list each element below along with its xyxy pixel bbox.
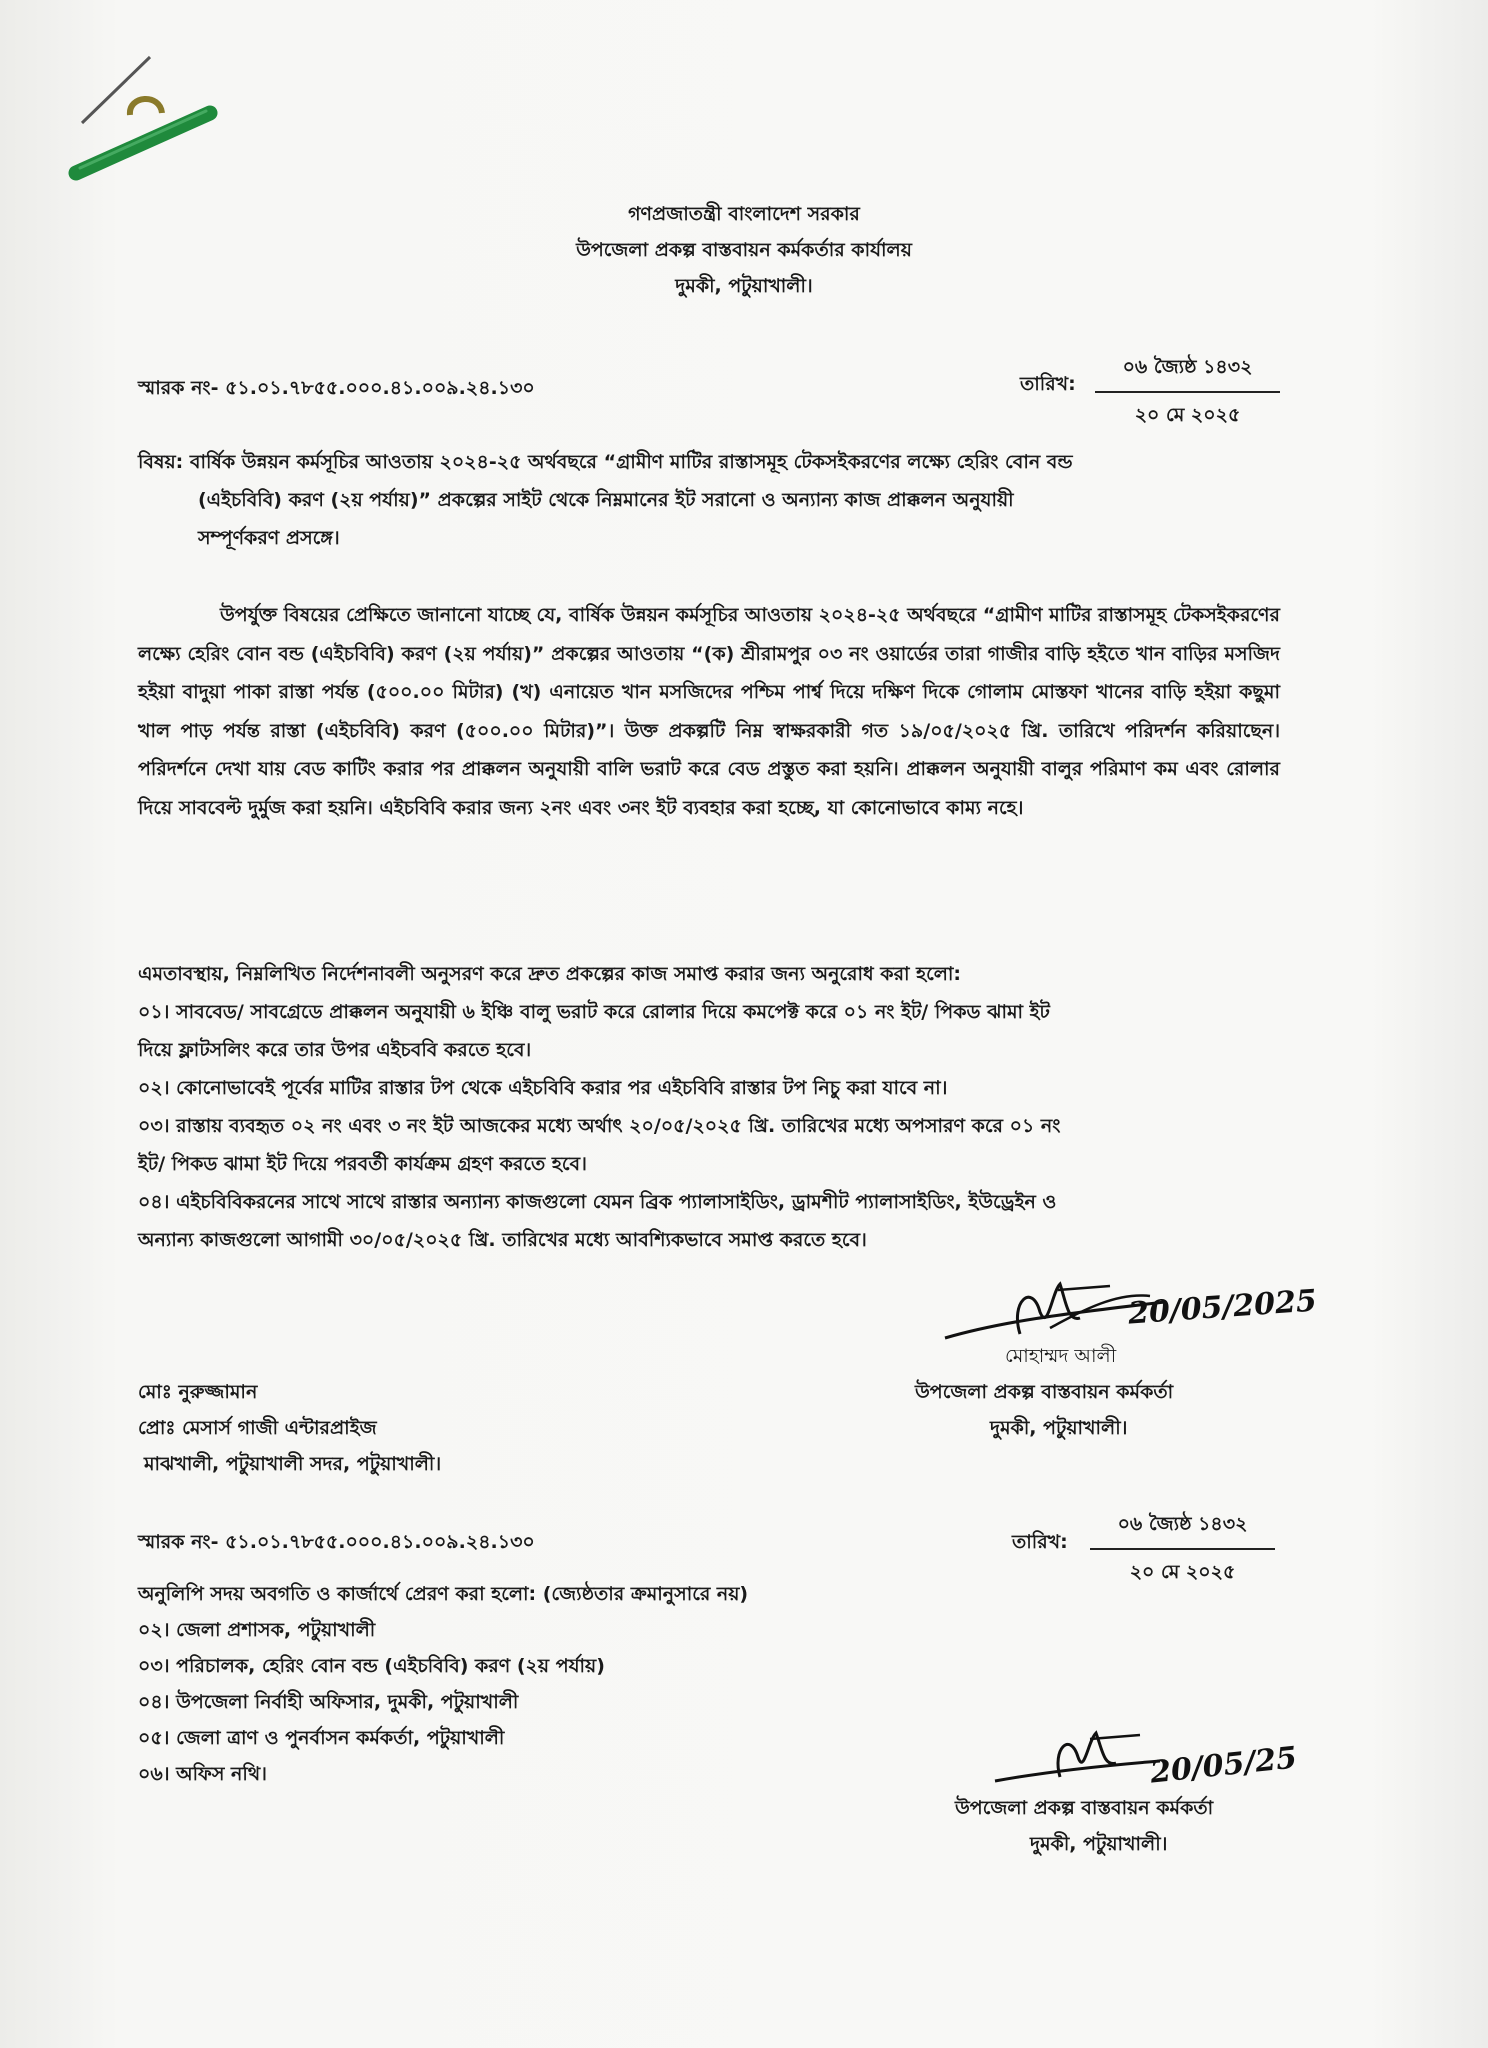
date-block [1095,353,1280,433]
signature-2-title: উপজেলা প্রকল্প বাস্তবায়ন কর্মকর্তা [955,1797,1214,1819]
date-label: তারিখ: [1020,373,1076,395]
subject-line-2: (এইচবিবি) করণ (২য় পর্যায়)” প্রকল্পের সাইট থেকে নিম্নমানের ইট সরানো ও অন্যান্য কাজ প্রাক্কলন অনুযায়ী [198,489,1014,511]
signature-2-place: দুমকী, পটুয়াখালী। [1030,1833,1168,1855]
header-line-government: গণপ্রজাতন্ত্রী বাংলাদেশ সরকার [628,203,860,225]
header-line-place: দুমকী, পটুয়াখালী। [675,275,813,297]
header-line-office: উপজেলা প্রকল্প বাস্তবায়ন কর্মকর্তার কার্যালয় [576,239,912,261]
copies-intro: অনুলিপি সদয় অবগতি ও কার্জার্থে প্রেরণ করা হলো: (জ্যেষ্ঠতার ক্রমানুসারে নয়) [138,1583,749,1605]
date-bangla: ০৬ জ্যৈষ্ঠ ১৪৩২ [1095,353,1280,393]
subject-label: বিষয়: [138,451,184,473]
recipient-firm: প্রোঃ মেসার্স গাজী এন্টারপ্রাইজ [138,1417,377,1439]
instruction-3-line-1: ০৩। রাস্তায় ব্যবহৃত ০২ নং এবং ৩ নং ইট আজকের মধ্যে অর্থাৎ ২০/০৫/২০২৫ খ্রি. তারিখের মধ্যে অপসারণ করে ০১ নং [138,1115,1061,1137]
copy-item-03: ০৩। পরিচালক, হেরিং বোন বন্ড (এইচবিবি) করণ (২য় পর্যায়) [138,1655,605,1677]
memo2-date-block [1090,1510,1275,1590]
recipient-name: মোঃ নুরুজ্জামান [138,1381,258,1403]
instructions-intro: এমতাবস্থায়, নিম্নলিখিত নির্দেশনাবলী অনুসরণ করে দ্রুত প্রকল্পের কাজ সমাপ্ত করার জন্য অনুরোধ করা হলো: [138,963,962,985]
paper-pin-icon [70,55,230,185]
subject-line-3: সম্পূর্ণকরণ প্রসঙ্গে। [198,527,340,549]
subject-line-1: বিষয়: বার্ষিক উন্নয়ন কর্মসূচির আওতায় ২০২৪-২৫ অর্থবছরে “গ্রামীণ মাটির রাস্তাসমূহ টেকসইকরণের লক্ষ্যে হেরিং বোন বন্ড [138,451,1073,473]
copy-item-04: ০৪। উপজেলা নির্বাহী অফিসার, দুমকী, পটুয়াখালী [138,1691,519,1713]
instruction-1-line-2: দিয়ে ফ্লাটসলিং করে তার উপর এইচববি করতে হবে। [138,1039,532,1061]
signature-1-name: মোহাম্মদ আলী [1005,1345,1117,1367]
instruction-4-line-1: ০৪। এইচবিবিকরনের সাথে সাথে রাস্তার অন্যান্য কাজগুলো যেমন ব্রিক প্যালাসাইডিং, ড্রামশীট প্যালাসাইডিং, ইউড্রেইন ও [138,1191,1057,1213]
memo2-ref: স্মারক নং- ৫১.০১.৭৮৫৫.০০০.৪১.০০৯.২৪.১৩০ [138,1531,535,1553]
memo2-date-gregorian: ২০ মে ২০২৫ [1129,1561,1236,1583]
memo2-date-bangla: ০৬ জ্যৈষ্ঠ ১৪৩২ [1090,1510,1275,1550]
memo2-date-label: তারিখ: [1012,1531,1068,1553]
signature-2-date: 20/05/25 [1148,1740,1299,1791]
copy-item-02: ০২। জেলা প্রশাসক, পটুয়াখালী [138,1619,376,1641]
recipient-address: মাঝখালী, পটুয়াখালী সদর, পটুয়াখালী। [144,1453,442,1475]
memo-ref: স্মারক নং- ৫১.০১.৭৮৫৫.০০০.৪১.০০৯.২৪.১৩০ [138,377,535,399]
copy-item-05: ০৫। জেলা ত্রাণ ও পুনর্বাসন কর্মকর্তা, পটুয়াখালী [138,1727,505,1749]
body-paragraph: উপর্যুক্ত বিষয়ের প্রেক্ষিতে জানানো যাচ্ছে যে, বার্ষিক উন্নয়ন কর্মসূচির আওতায় ২০২৪-২৫ অর্থবছরে “গ্রামীণ মাটির রাস্তাসমূহ টেকসইকরণের লক্ষ্যে হেরিং বোন বন্ড (এইচবিবি) করণ (২য় পর্যায়)” প্রকল্পের আওতায় “(ক) শ্রীরামপুর ০৩ নং ওয়ার্ডের তারা গাজীর বাড়ি হইতে খান বাড়ির মসজিদ হইয়া বাদুয়া পাকা রাস্তা পর্যন্ত (৫০০.০০ মিটার) (খ) এনায়েত খান মসজিদের পশ্চিম পার্শ্ব দিয়ে দক্ষিণ দিকে গোলাম মোস্তফা খানের বাড়ি হইয়া কছুমা খাল পাড় পর্যন্ত রাস্তা (এইচবিবি) করণ (৫০০.০০ মিটার)”। উক্ত প্রকল্পটি নিম্ন স্বাক্ষরকারী গত ১৯/০৫/২০২৫ খ্রি. তারিখে পরিদর্শন করিয়াছেন। পরিদর্শনে দেখা যায় বেড কাটিং করার পর প্রাক্কলন অনুযায়ী বালি ভরাট করে বেড প্রস্তুত করা হয়নি। প্রাক্কলন অনুযায়ী বালুর পরিমাণ কম এবং রোলার দিয়ে সাববেল্ট দুর্মুজ করা হয়নি। এইচবিবি করার জন্য ২নং এবং ৩নং ইট ব্যবহার করা হচ্ছে, যা কোনোভাবে কাম্য নহে। [138,604,1280,819]
instruction-2: ০২। কোনোভাবেই পূর্বের মাটির রাস্তার টপ থেকে এইচবিবি করার পর এইচবিবি রাস্তার টপ নিচু করা যাবে না। [138,1077,948,1099]
signature-1-date: 20/05/2025 [1127,1283,1318,1332]
signature-1-place: দুমকী, পটুয়াখালী। [990,1417,1128,1439]
instruction-4-line-2: অন্যান্য কাজগুলো আগামী ৩০/০৫/২০২৫ খ্রি. তারিখের মধ্যে আবশ্যিকভাবে সমাপ্ত করতে হবে। [138,1229,867,1251]
signature-1-title: উপজেলা প্রকল্প বাস্তবায়ন কর্মকর্তা [915,1381,1174,1403]
date-gregorian: ২০ মে ২০২৫ [1134,404,1241,426]
instruction-1-line-1: ০১। সাববেড/ সাবগ্রেডে প্রাক্কলন অনুযায়ী ৬ ইঞ্চি বালু ভরাট করে রোলার দিয়ে কমপেক্ট করে ০১ নং ইট/ পিকড ঝামা ইট [138,1001,1050,1023]
instruction-3-line-2: ইট/ পিকড ঝামা ইট দিয়ে পরবর্তী কার্যক্রম গ্রহণ করতে হবে। [138,1153,587,1175]
copy-item-06: ০৬। অফিস নথি। [138,1763,267,1785]
